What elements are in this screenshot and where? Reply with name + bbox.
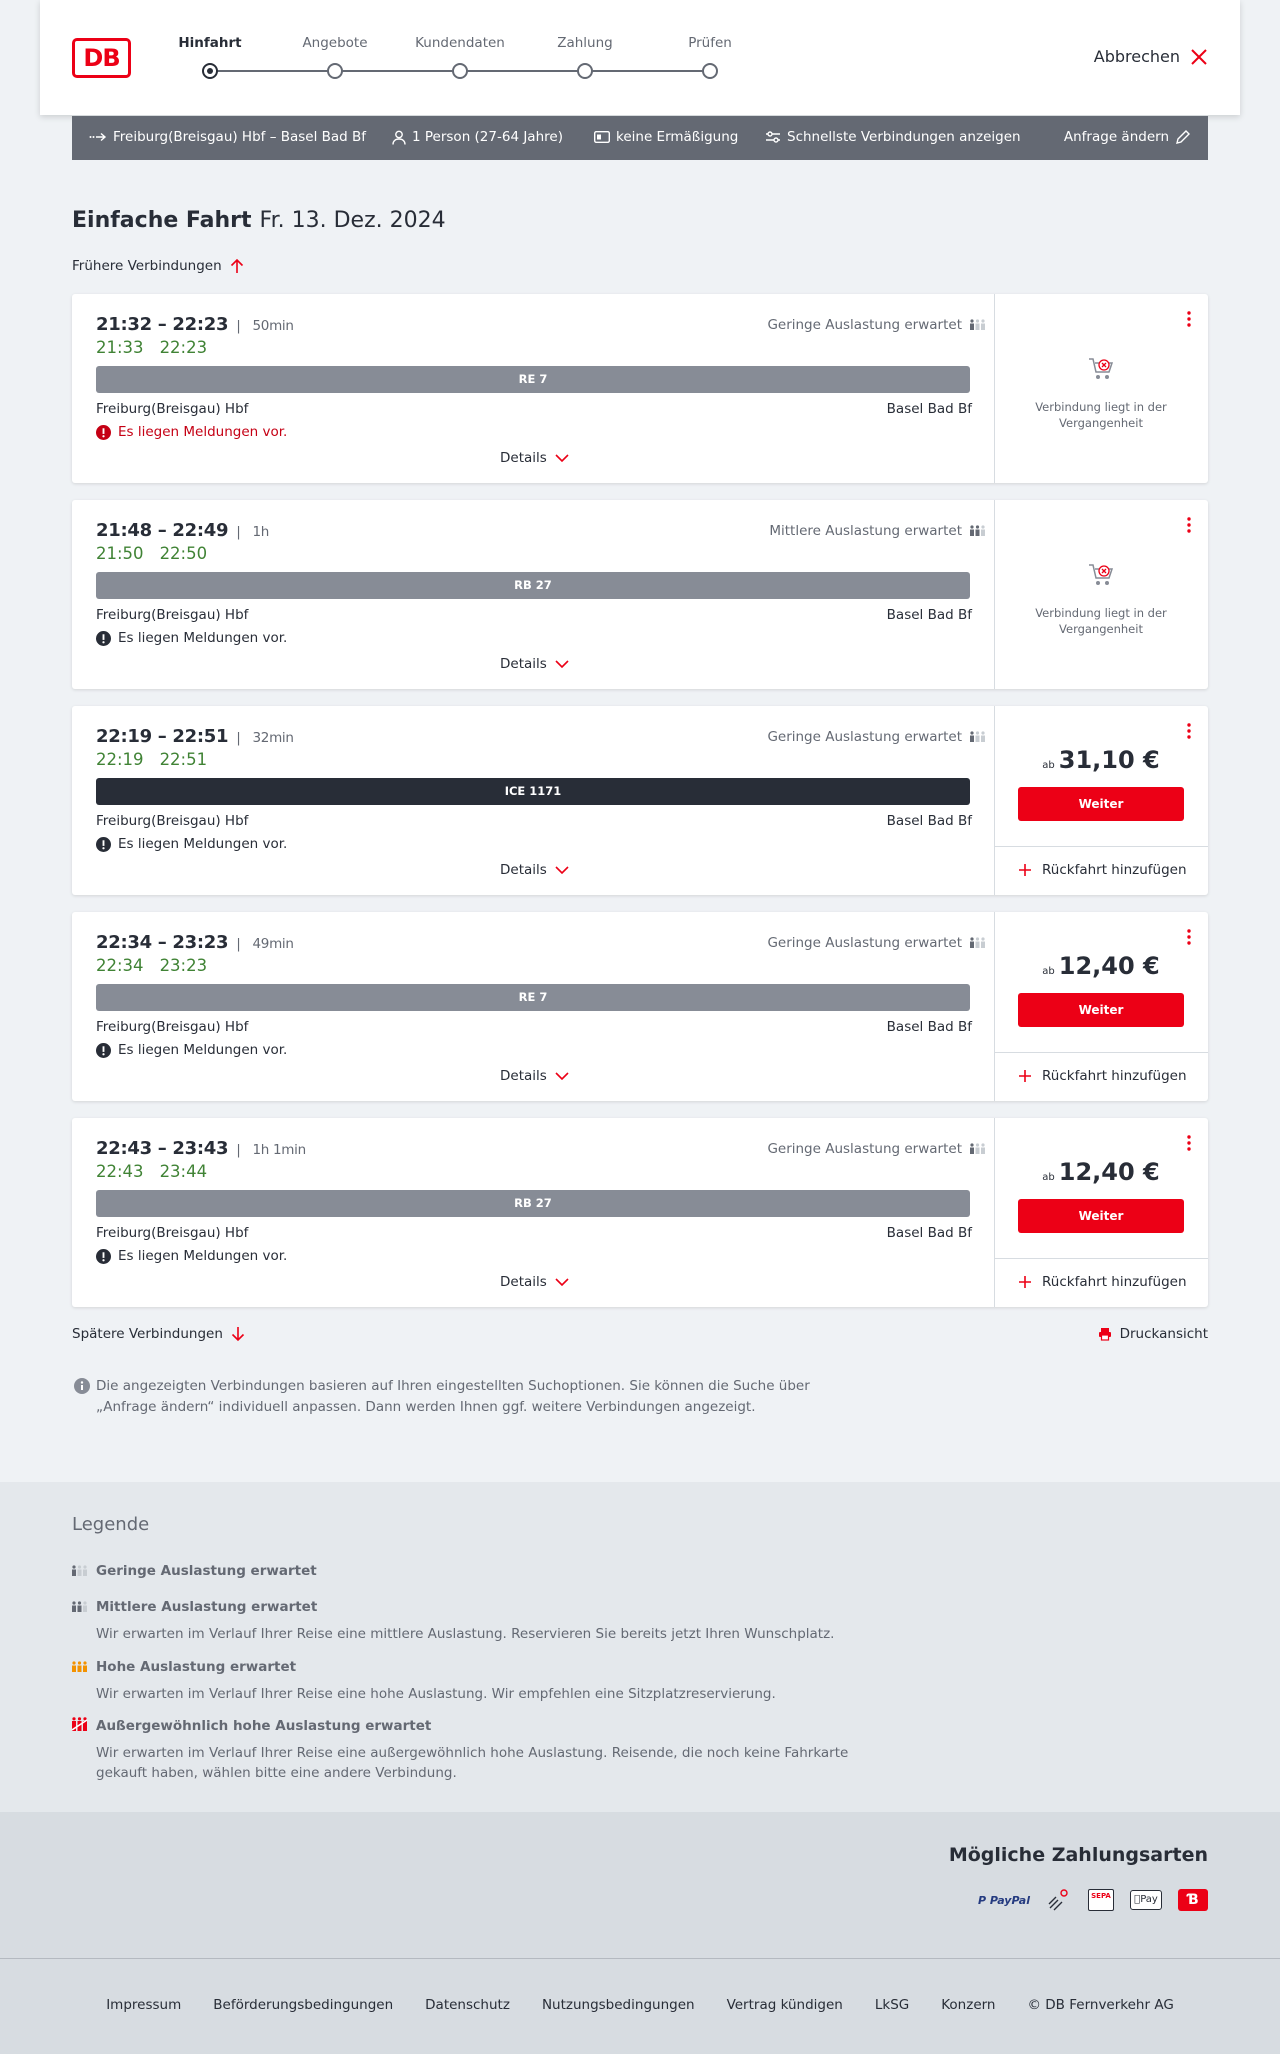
divider <box>994 846 1208 847</box>
details-toggle[interactable]: Details <box>500 450 569 466</box>
footer-link-impressum[interactable]: Impressum <box>106 1997 182 2013</box>
occupancy-icon <box>970 934 986 952</box>
step-pruefen: Prüfen <box>688 35 732 51</box>
train-bar[interactable]: RE 7 <box>96 366 970 393</box>
occupancy-info: Geringe Auslastung erwartet <box>767 728 986 746</box>
arrival-station: Basel Bad Bf <box>886 401 972 417</box>
departure-station: Freiburg(Breisgau) Hbf <box>96 401 249 417</box>
legend-title: Legende <box>72 1514 150 1535</box>
step-zahlung: Zahlung <box>557 35 613 51</box>
legend-item-low: Geringe Auslastung erwartet <box>72 1562 872 1580</box>
planned-times: 21:48 – 22:49| 1h <box>96 520 269 541</box>
step-kundendaten: Kundendaten <box>415 35 505 51</box>
message-notice: Es liegen Meldungen vor. <box>96 424 287 440</box>
price: ab 12,40 € <box>1042 952 1160 980</box>
pencil-icon <box>1175 129 1191 145</box>
realtime-arrival: 23:44 <box>159 1162 208 1181</box>
price: ab 31,10 € <box>1042 746 1160 774</box>
occupancy-icon <box>970 522 986 540</box>
details-toggle[interactable]: Details <box>500 862 569 878</box>
chevron-down-icon <box>555 1072 569 1080</box>
search-summary-bar <box>72 116 1208 160</box>
trip-type: Einfache Fahrt <box>72 208 252 233</box>
payment-methods <box>0 1812 1280 1958</box>
footer-link-vertrag-kuendigen[interactable]: Vertrag kündigen <box>726 1997 843 2013</box>
footer-link-konzern[interactable]: Konzern <box>941 1997 996 2013</box>
step-dot-pruefen <box>702 63 718 79</box>
footer-link-datenschutz[interactable]: Datenschutz <box>425 1997 510 2013</box>
realtime-departure: 22:19 <box>96 750 144 769</box>
arrival-station: Basel Bad Bf <box>886 607 972 623</box>
departure-station: Freiburg(Breisgau) Hbf <box>96 1019 249 1035</box>
occupancy-legend <box>0 1482 1280 1812</box>
discount-summary: keine Ermäßigung <box>594 129 738 145</box>
route-arrow-icon <box>89 132 107 142</box>
alert-icon <box>96 1249 111 1264</box>
realtime-times <box>96 1162 223 1181</box>
alert-icon <box>96 1043 111 1058</box>
departure-station: Freiburg(Breisgau) Hbf <box>96 607 249 623</box>
duration: | 50min <box>236 318 293 334</box>
step-dot-zahlung <box>577 63 593 79</box>
step-angebote: Angebote <box>302 35 368 51</box>
occupancy-high-icon <box>72 1658 88 1676</box>
message-notice: Es liegen Meldungen vor. <box>96 1042 287 1058</box>
realtime-arrival: 23:23 <box>159 956 208 975</box>
footer-link-lksg[interactable]: LkSG <box>874 1997 910 2013</box>
realtime-departure: 22:34 <box>96 956 144 975</box>
add-return-trip-button[interactable]: Rückfahrt hinzufügen <box>1018 862 1187 878</box>
step-dot-hinfahrt <box>202 63 218 79</box>
continue-button[interactable]: Weiter <box>1018 993 1184 1027</box>
legend-item-high: Hohe Auslastung erwartet Wir erwarten im Verlauf Ihrer Reise eine hohe Auslastung. Wir empfehlen eine Sitzplatzreservierung. <box>72 1658 872 1704</box>
occupancy-icon <box>970 316 986 334</box>
connection-card <box>72 1118 1208 1307</box>
message-notice: Es liegen Meldungen vor. <box>96 836 287 852</box>
card-divider <box>994 1118 995 1307</box>
train-bar[interactable]: ICE 1171 <box>96 778 970 805</box>
more-options-icon[interactable] <box>1186 928 1192 946</box>
planned-times: 22:19 – 22:51| 32min <box>96 726 294 747</box>
cancel-button[interactable] <box>1094 47 1208 66</box>
cart-unavailable-icon <box>1087 562 1115 588</box>
plus-icon <box>1018 1069 1032 1083</box>
past-connection-note: Verbindung liegt in der Vergangenheit <box>994 500 1208 689</box>
realtime-times <box>96 956 223 975</box>
paypal-icon: P PayPal <box>977 1893 1030 1907</box>
alert-icon <box>96 631 111 646</box>
occupancy-info: Geringe Auslastung erwartet <box>767 934 986 952</box>
continue-button[interactable]: Weiter <box>1018 1199 1184 1233</box>
duration: | 1h <box>236 524 269 540</box>
divider <box>994 1052 1208 1053</box>
card-divider <box>994 706 995 895</box>
add-return-trip-button[interactable]: Rückfahrt hinzufügen <box>1018 1274 1187 1290</box>
departure-station: Freiburg(Breisgau) Hbf <box>96 1225 249 1241</box>
arrival-station: Basel Bad Bf <box>886 1019 972 1035</box>
persons-summary: 1 Person (27-64 Jahre) <box>392 129 563 145</box>
person-icon <box>392 130 406 145</box>
chevron-down-icon <box>555 1278 569 1286</box>
chevron-down-icon <box>555 454 569 462</box>
more-options-icon[interactable] <box>1186 516 1192 534</box>
apple-pay-icon: Pay <box>1130 1890 1162 1910</box>
arrival-station: Basel Bad Bf <box>886 1225 972 1241</box>
legend-item-very-high: Außergewöhnlich hohe Auslastung erwartet Wir erwarten im Verlauf Ihrer Reise eine außergewöhnlich hohe Auslastung. Reisende, die noch keine Fahrkarte gekauft haben, wählen bitte eine andere Verbindung. <box>72 1717 872 1783</box>
details-toggle[interactable]: Details <box>500 656 569 672</box>
more-options-icon[interactable] <box>1186 1134 1192 1152</box>
occupancy-info: Geringe Auslastung erwartet <box>767 1140 986 1158</box>
price: ab 12,40 € <box>1042 1158 1160 1186</box>
message-notice: Es liegen Meldungen vor. <box>96 630 287 646</box>
connection-card <box>72 912 1208 1101</box>
booking-header <box>40 0 1240 115</box>
sepa-icon: SEPA <box>1088 1889 1114 1911</box>
past-connection-note: Verbindung liegt in der Vergangenheit <box>994 294 1208 483</box>
plus-icon <box>1018 1275 1032 1289</box>
occupancy-low-icon <box>72 1562 88 1580</box>
step-dot-angebote <box>327 63 343 79</box>
cancel-label: Abbrechen <box>1093 47 1180 66</box>
connection-card <box>72 706 1208 895</box>
footer-copyright: © DB Fernverkehr AG <box>1027 1997 1174 2013</box>
alert-icon <box>96 837 111 852</box>
payment-title: Mögliche Zahlungsarten <box>948 1844 1208 1866</box>
realtime-departure: 21:50 <box>96 544 144 563</box>
occupancy-medium-icon <box>72 1598 88 1616</box>
duration: | 32min <box>236 730 293 746</box>
realtime-times <box>96 544 223 563</box>
continue-button[interactable]: Weiter <box>1018 787 1184 821</box>
more-options-icon[interactable] <box>1186 310 1192 328</box>
arrival-station: Basel Bad Bf <box>886 813 972 829</box>
plus-icon <box>1018 863 1032 877</box>
later-connections-link[interactable]: Spätere Verbindungen <box>72 1326 245 1342</box>
occupancy-very-high-icon <box>72 1717 88 1735</box>
card-divider <box>994 912 995 1101</box>
filter-icon <box>765 130 781 144</box>
printer-icon <box>1098 1327 1112 1341</box>
planned-times: 21:32 – 22:23| 50min <box>96 314 294 335</box>
credit-card-icon <box>1046 1888 1072 1912</box>
db-logo[interactable]: DB <box>72 38 131 78</box>
duration: | 1h 1min <box>236 1142 306 1158</box>
bahncard-icon <box>594 131 610 143</box>
alert-icon <box>96 425 111 440</box>
legend-item-medium: Mittlere Auslastung erwartet Wir erwarten im Verlauf Ihrer Reise eine mittlere Auslastung. Reservieren Sie bereits jetzt Ihren Wunschplatz. <box>72 1598 872 1644</box>
realtime-arrival: 22:50 <box>159 544 208 563</box>
realtime-departure: 22:43 <box>96 1162 144 1181</box>
occupancy-icon <box>970 728 986 746</box>
planned-times: 22:43 – 23:43| 1h 1min <box>96 1138 306 1159</box>
change-request-button[interactable]: Anfrage ändern <box>1064 129 1191 145</box>
divider <box>994 1258 1208 1259</box>
fastest-connections-toggle[interactable]: Schnellste Verbindungen anzeigen <box>765 129 1021 145</box>
close-icon <box>1190 48 1208 66</box>
info-icon <box>74 1378 90 1394</box>
add-return-trip-button[interactable]: Rückfahrt hinzufügen <box>1018 1068 1187 1084</box>
chevron-down-icon <box>555 866 569 874</box>
step-dot-kundendaten <box>452 63 468 79</box>
print-view-link[interactable]: Druckansicht <box>1098 1326 1208 1342</box>
route-summary: Freiburg(Breisgau) Hbf – Basel Bad Bf <box>89 129 366 145</box>
realtime-arrival: 22:51 <box>159 750 208 769</box>
realtime-times <box>96 338 223 357</box>
earlier-connections-link[interactable]: Frühere Verbindungen <box>72 258 244 274</box>
db-wallet-icon: Ɓ <box>1178 1889 1208 1911</box>
connection-card <box>72 500 1208 689</box>
occupancy-info: Mittlere Auslastung erwartet <box>769 522 986 540</box>
page-title <box>72 208 446 233</box>
footer-link-befoerderungsbedingungen[interactable]: Beförderungsbedingungen <box>213 1997 394 2013</box>
footer-link-nutzungsbedingungen[interactable]: Nutzungsbedingungen <box>541 1997 695 2013</box>
details-toggle[interactable]: Details <box>500 1274 569 1290</box>
realtime-departure: 21:33 <box>96 338 144 357</box>
duration: | 49min <box>236 936 293 952</box>
search-info-note: Die angezeigten Verbindungen basieren auf Ihren eingestellten Suchoptionen. Sie können die Suche über „Anfrage ändern“ individuell anpassen. Dann werden Ihnen ggf. weitere Verbindungen angezeigt. <box>74 1376 874 1418</box>
train-bar[interactable]: RB 27 <box>96 1190 970 1217</box>
occupancy-info: Geringe Auslastung erwartet <box>767 316 986 334</box>
planned-times: 22:34 – 23:23| 49min <box>96 932 294 953</box>
train-bar[interactable]: RB 27 <box>96 572 970 599</box>
arrow-down-icon <box>231 1326 245 1342</box>
footer <box>0 1958 1280 2054</box>
more-options-icon[interactable] <box>1186 722 1192 740</box>
realtime-times <box>96 750 223 769</box>
details-toggle[interactable]: Details <box>500 1068 569 1084</box>
connection-card <box>72 294 1208 483</box>
arrow-up-icon <box>230 258 244 274</box>
step-hinfahrt: Hinfahrt <box>178 35 242 51</box>
occupancy-icon <box>970 1140 986 1158</box>
chevron-down-icon <box>555 660 569 668</box>
cart-unavailable-icon <box>1087 356 1115 382</box>
departure-station: Freiburg(Breisgau) Hbf <box>96 813 249 829</box>
trip-date: Fr. 13. Dez. 2024 <box>259 208 446 233</box>
realtime-arrival: 22:23 <box>159 338 208 357</box>
train-bar[interactable]: RE 7 <box>96 984 970 1011</box>
message-notice: Es liegen Meldungen vor. <box>96 1248 287 1264</box>
